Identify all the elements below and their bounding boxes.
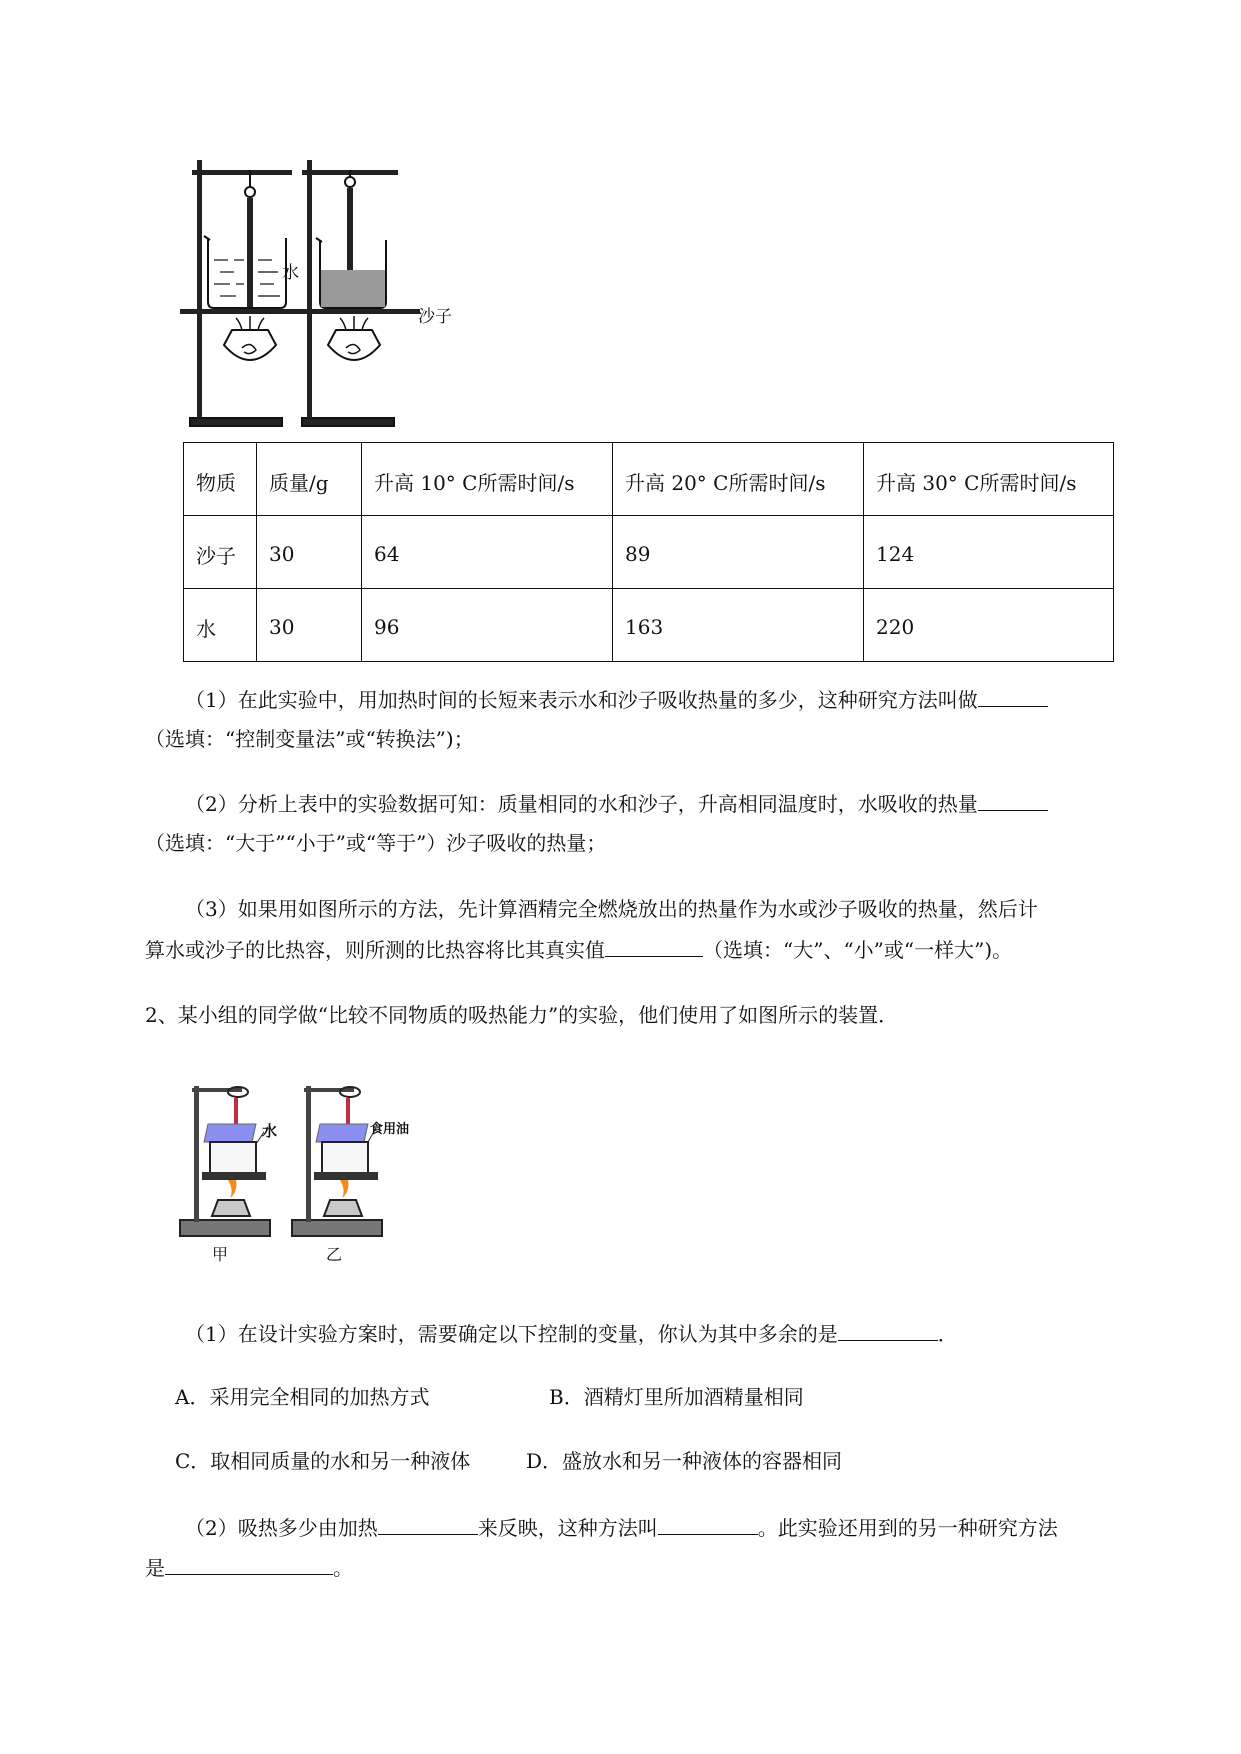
table-header-cell: 物质 [184,443,257,516]
table-cell: 89 [613,516,864,589]
label-cooking-oil: 食用油 [370,1122,410,1137]
q2-sub1 [145,1318,1190,1349]
q2-sub2-line2-end: 。 [333,1556,353,1580]
q1-part3-text-end: （选填：“大”、“小”或“一样大”)。 [703,938,1013,962]
table-cell: 30 [257,589,362,662]
q1-part3-line1: （3）如果用如图所示的方法，先计算酒精完全燃烧放出的热量作为水或沙子吸收的热量，然后计 [185,897,1038,921]
water-apparatus [180,160,308,426]
table-row [184,589,1114,662]
q1-part2-line1 [145,788,1190,819]
table-cell: 水 [184,589,257,662]
table-header-cell: 升高 30° C所需时间/s [864,443,1114,516]
q2-sub2-text-c: 。此实验还用到的另一种研究方法 [757,1516,1058,1540]
data-table [183,442,1114,662]
label-water: 水 [262,1122,278,1140]
table-cell: 64 [362,516,613,589]
table-header-cell: 升高 20° C所需时间/s [613,443,864,516]
table-cell: 220 [864,589,1114,662]
q2-sub2-line2 [145,1552,1150,1583]
figure-water-sand-apparatus [180,160,480,430]
option-a: A．采用完全相同的加热方式 [175,1385,430,1409]
q1-part3-line2 [145,934,1150,965]
q2-sub2-line2-start: 是 [145,1556,165,1580]
apparatus-yi [292,1086,382,1236]
answer-blank[interactable] [605,934,703,957]
q1-part3-text: 算水或沙子的比热容，则所测的比热容将比其真实值 [145,938,605,962]
q2-sub2-text-b: 来反映，这种方法叫 [477,1516,658,1540]
answer-blank[interactable] [378,1512,478,1535]
label-water: 水 [282,263,299,283]
q1-part1-text: （1）在此实验中，用加热时间的长短来表示水和沙子吸收热量的多少，这种研究方法叫做 [185,688,978,712]
apparatus-jia [180,1086,270,1236]
answer-blank[interactable] [165,1552,333,1575]
q2-sub2-text-a: （2）吸热多少由加热 [185,1516,378,1540]
answer-blank[interactable] [838,1318,938,1341]
option-d: D．盛放水和另一种液体的容器相同 [526,1449,843,1473]
table-cell: 163 [613,589,864,662]
q2-sub1-text: （1）在设计实验方案时，需要确定以下控制的变量，你认为其中多余的是 [185,1322,838,1346]
option-b: B．酒精灯里所加酒精量相同 [549,1385,804,1409]
table-cell: 124 [864,516,1114,589]
q1-part1-line2: （选填：“控制变量法”或“转换法”)； [145,727,474,751]
table-row [184,516,1114,589]
table-cell: 30 [257,516,362,589]
q2-stem: 2、某小组的同学做“比较不同物质的吸热能力”的实验，他们使用了如图所示的装置． [145,1003,899,1027]
label-sand: 沙子 [418,307,452,327]
q1-part1-line1 [145,684,1190,715]
option-c: C．取相同质量的水和另一种液体 [175,1449,471,1473]
q1-part2-text: （2）分析上表中的实验数据可知：质量相同的水和沙子，升高相同温度时，水吸收的热量 [185,792,978,816]
label-jia: 甲 [212,1245,229,1264]
table-header-cell: 升高 10° C所需时间/s [362,443,613,516]
label-yi: 乙 [326,1245,343,1264]
answer-blank[interactable] [658,1512,758,1535]
answer-blank[interactable] [978,684,1048,707]
q2-sub2-line1 [145,1512,1190,1543]
answer-blank[interactable] [978,788,1048,811]
q2-sub1-end: ． [937,1322,958,1346]
table-cell: 沙子 [184,516,257,589]
table-header-cell: 质量/g [257,443,362,516]
sand-apparatus [292,160,420,426]
table-cell: 96 [362,589,613,662]
q1-part2-line2: （选填：“大于”“小于”或“等于”）沙子吸收的热量； [145,831,607,855]
table-header-row [184,443,1114,516]
